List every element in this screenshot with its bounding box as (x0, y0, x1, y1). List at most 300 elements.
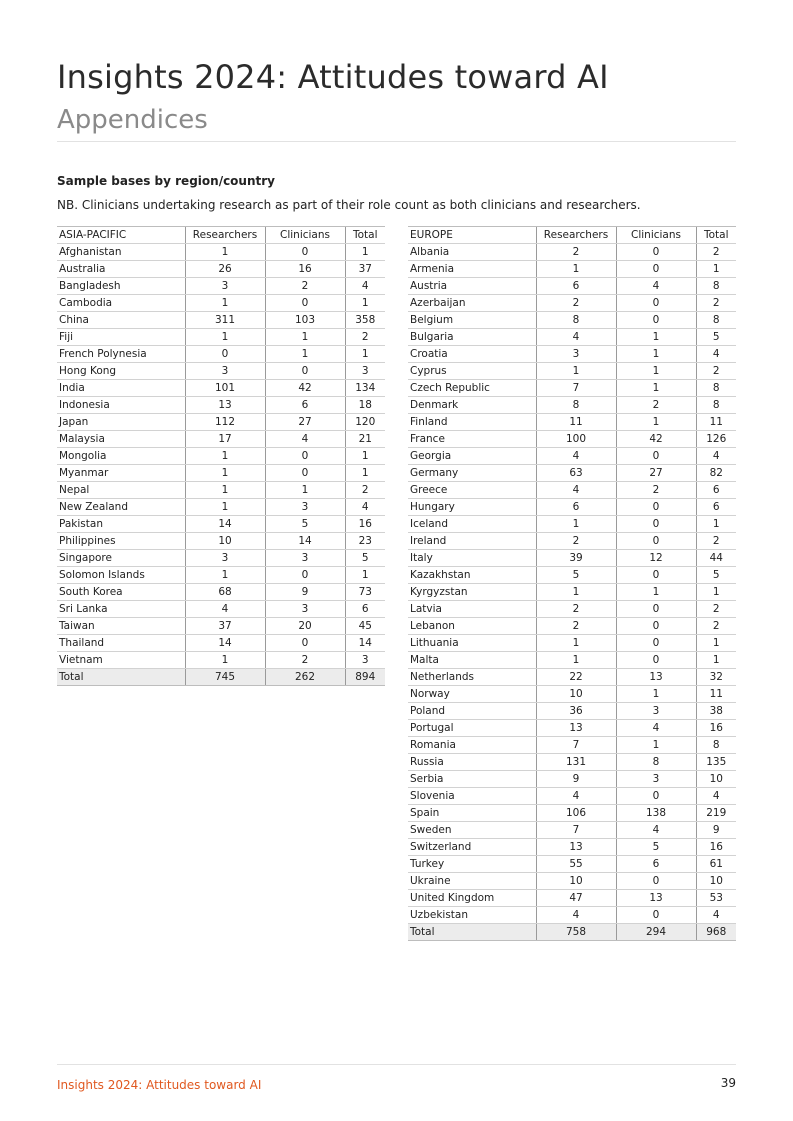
clinicians-cell: 3 (616, 703, 696, 720)
table-row (408, 584, 736, 601)
clinicians-cell: 103 (265, 312, 345, 329)
country-cell: Sri Lanka (57, 601, 185, 618)
country-cell: Ireland (408, 533, 536, 550)
table-row (57, 448, 385, 465)
total-cell: 11 (696, 686, 736, 703)
table-row (57, 261, 385, 278)
country-cell: Australia (57, 261, 185, 278)
researchers-cell: 10 (536, 686, 616, 703)
table-row (408, 805, 736, 822)
total-cell: 1 (345, 346, 385, 363)
table-row (408, 856, 736, 873)
total-cell: 8 (696, 397, 736, 414)
country-cell: Cyprus (408, 363, 536, 380)
total-cell: 2 (696, 601, 736, 618)
total-cell: 16 (696, 720, 736, 737)
table-row (57, 516, 385, 533)
total-row (408, 924, 736, 941)
researchers-cell: 10 (185, 533, 265, 550)
table-row (57, 397, 385, 414)
clinicians-cell: 1 (616, 686, 696, 703)
clinicians-cell: 0 (265, 295, 345, 312)
clinicians-cell: 0 (265, 448, 345, 465)
total-cell: 8 (696, 312, 736, 329)
researchers-cell: 1 (536, 584, 616, 601)
country-cell: Serbia (408, 771, 536, 788)
country-cell: Czech Republic (408, 380, 536, 397)
total-cell: 1 (345, 295, 385, 312)
clinicians-cell: 0 (616, 635, 696, 652)
total-cell: 3 (345, 363, 385, 380)
total-cell: 8 (696, 278, 736, 295)
total-cell: 1 (696, 261, 736, 278)
clinicians-cell: 9 (265, 584, 345, 601)
table-header-row (57, 227, 385, 244)
clinicians-cell: 4 (616, 278, 696, 295)
table-row (57, 499, 385, 516)
table-row (57, 295, 385, 312)
clinicians-cell: 0 (616, 652, 696, 669)
country-cell: Belgium (408, 312, 536, 329)
total-cell: 1 (696, 516, 736, 533)
clinicians-cell: 12 (616, 550, 696, 567)
total-cell: 358 (345, 312, 385, 329)
table-row (57, 465, 385, 482)
section-note: NB. Clinicians undertaking research as part of their role count as both clinicians and researchers. (57, 198, 641, 212)
total-cell: 134 (345, 380, 385, 397)
country-cell: India (57, 380, 185, 397)
country-cell: Finland (408, 414, 536, 431)
total-cell: 135 (696, 754, 736, 771)
researchers-cell: 14 (185, 635, 265, 652)
researchers-cell: 2 (536, 295, 616, 312)
country-cell: Romania (408, 737, 536, 754)
table-row (408, 550, 736, 567)
clinicians-cell: 13 (616, 669, 696, 686)
total-cell: 5 (696, 567, 736, 584)
table-row (408, 346, 736, 363)
country-cell: Solomon Islands (57, 567, 185, 584)
table-row (408, 822, 736, 839)
researchers-cell: 106 (536, 805, 616, 822)
table-row (408, 431, 736, 448)
researchers-cell: 100 (536, 431, 616, 448)
country-cell: Austria (408, 278, 536, 295)
total-cell: 45 (345, 618, 385, 635)
table-row (57, 550, 385, 567)
researchers-header: Researchers (185, 227, 265, 244)
table-row (408, 652, 736, 669)
clinicians-cell: 1 (616, 414, 696, 431)
researchers-cell: 3 (185, 550, 265, 567)
country-cell: Indonesia (57, 397, 185, 414)
clinicians-cell: 1 (265, 329, 345, 346)
table-row (408, 261, 736, 278)
table-row (408, 601, 736, 618)
researchers-cell: 13 (185, 397, 265, 414)
table-row (408, 363, 736, 380)
clinicians-cell: 8 (616, 754, 696, 771)
clinicians-cell: 294 (616, 924, 696, 941)
clinicians-cell: 14 (265, 533, 345, 550)
table-row (408, 737, 736, 754)
country-cell: Japan (57, 414, 185, 431)
researchers-cell: 3 (185, 278, 265, 295)
researchers-cell: 26 (185, 261, 265, 278)
total-cell: 968 (696, 924, 736, 941)
country-cell: Nepal (57, 482, 185, 499)
table-row (408, 788, 736, 805)
researchers-cell: 37 (185, 618, 265, 635)
country-cell: Ukraine (408, 873, 536, 890)
researchers-cell: 3 (536, 346, 616, 363)
total-cell: 894 (345, 669, 385, 686)
country-cell: Philippines (57, 533, 185, 550)
researchers-cell: 6 (536, 278, 616, 295)
total-cell: 53 (696, 890, 736, 907)
clinicians-cell: 4 (616, 822, 696, 839)
researchers-cell: 39 (536, 550, 616, 567)
country-cell: Kyrgyzstan (408, 584, 536, 601)
clinicians-cell: 3 (265, 499, 345, 516)
total-cell: 5 (696, 329, 736, 346)
country-cell: Kazakhstan (408, 567, 536, 584)
country-cell: Singapore (57, 550, 185, 567)
researchers-cell: 1 (185, 448, 265, 465)
country-cell: China (57, 312, 185, 329)
total-cell: 10 (696, 873, 736, 890)
total-cell: 2 (696, 533, 736, 550)
table-row (408, 686, 736, 703)
researchers-cell: 4 (185, 601, 265, 618)
table-row (408, 890, 736, 907)
table-row (57, 567, 385, 584)
table-row (408, 703, 736, 720)
country-cell: New Zealand (57, 499, 185, 516)
total-header: Total (696, 227, 736, 244)
total-cell: 37 (345, 261, 385, 278)
clinicians-cell: 0 (616, 788, 696, 805)
table-row (408, 482, 736, 499)
clinicians-cell: 3 (616, 771, 696, 788)
clinicians-cell: 1 (616, 380, 696, 397)
total-cell: 1 (345, 448, 385, 465)
country-cell: United Kingdom (408, 890, 536, 907)
country-cell: Lithuania (408, 635, 536, 652)
table-row (57, 244, 385, 261)
table-row (408, 414, 736, 431)
table-row (408, 380, 736, 397)
country-cell: Latvia (408, 601, 536, 618)
total-cell: 44 (696, 550, 736, 567)
total-cell: 2 (345, 329, 385, 346)
table-row (408, 465, 736, 482)
clinicians-header: Clinicians (616, 227, 696, 244)
researchers-cell: 1 (185, 329, 265, 346)
researchers-cell: 9 (536, 771, 616, 788)
researchers-cell: 112 (185, 414, 265, 431)
table-row (408, 771, 736, 788)
researchers-cell: 47 (536, 890, 616, 907)
researchers-cell: 101 (185, 380, 265, 397)
table-row (57, 601, 385, 618)
total-header: Total (345, 227, 385, 244)
total-cell: 10 (696, 771, 736, 788)
table-row (408, 635, 736, 652)
total-cell: 14 (345, 635, 385, 652)
total-cell: 82 (696, 465, 736, 482)
table-row (408, 567, 736, 584)
page-title: Insights 2024: Attitudes toward AI (57, 58, 609, 96)
region-header: ASIA-PACIFIC (57, 227, 185, 244)
table-row (408, 839, 736, 856)
clinicians-cell: 20 (265, 618, 345, 635)
total-cell: 2 (696, 244, 736, 261)
table-row (57, 584, 385, 601)
total-cell: 4 (696, 907, 736, 924)
country-cell: Fiji (57, 329, 185, 346)
total-cell: 4 (696, 448, 736, 465)
researchers-cell: 63 (536, 465, 616, 482)
table-row (57, 618, 385, 635)
clinicians-cell: 2 (616, 397, 696, 414)
total-cell: 120 (345, 414, 385, 431)
researchers-cell: 13 (536, 720, 616, 737)
country-cell: Malta (408, 652, 536, 669)
clinicians-cell: 16 (265, 261, 345, 278)
total-cell: 2 (696, 295, 736, 312)
total-cell: 4 (345, 499, 385, 516)
researchers-cell: 2 (536, 533, 616, 550)
country-cell: Sweden (408, 822, 536, 839)
researchers-cell: 1 (536, 516, 616, 533)
table-row (408, 448, 736, 465)
clinicians-cell: 3 (265, 601, 345, 618)
total-cell: 4 (696, 788, 736, 805)
country-cell: Taiwan (57, 618, 185, 635)
total-cell: 11 (696, 414, 736, 431)
section-heading: Sample bases by region/country (57, 174, 275, 188)
table-row (57, 414, 385, 431)
region-header: EUROPE (408, 227, 536, 244)
researchers-cell: 2 (536, 244, 616, 261)
clinicians-cell: 5 (265, 516, 345, 533)
researchers-cell: 68 (185, 584, 265, 601)
clinicians-cell: 3 (265, 550, 345, 567)
clinicians-cell: 0 (616, 261, 696, 278)
clinicians-cell: 1 (265, 346, 345, 363)
country-cell: Russia (408, 754, 536, 771)
researchers-cell: 311 (185, 312, 265, 329)
table-row (408, 312, 736, 329)
total-cell: 18 (345, 397, 385, 414)
researchers-cell: 1 (536, 635, 616, 652)
researchers-cell: 1 (185, 295, 265, 312)
total-cell: 4 (696, 346, 736, 363)
clinicians-cell: 6 (265, 397, 345, 414)
table-row (408, 295, 736, 312)
table-row (408, 397, 736, 414)
table-row (57, 346, 385, 363)
researchers-cell: 1 (185, 652, 265, 669)
clinicians-cell: 42 (265, 380, 345, 397)
total-cell: 38 (696, 703, 736, 720)
country-cell: Slovenia (408, 788, 536, 805)
table-row (408, 754, 736, 771)
clinicians-cell: 0 (616, 873, 696, 890)
clinicians-cell: 2 (265, 278, 345, 295)
researchers-cell: 14 (185, 516, 265, 533)
country-cell: Armenia (408, 261, 536, 278)
researchers-cell: 13 (536, 839, 616, 856)
table-row (57, 533, 385, 550)
country-cell: Vietnam (57, 652, 185, 669)
clinicians-cell: 4 (616, 720, 696, 737)
total-cell: 6 (696, 499, 736, 516)
researchers-cell: 17 (185, 431, 265, 448)
clinicians-header: Clinicians (265, 227, 345, 244)
clinicians-cell: 0 (616, 499, 696, 516)
country-cell: Norway (408, 686, 536, 703)
clinicians-cell: 138 (616, 805, 696, 822)
table-row (57, 431, 385, 448)
country-cell: Pakistan (57, 516, 185, 533)
table-row (57, 482, 385, 499)
researchers-header: Researchers (536, 227, 616, 244)
table-row (57, 652, 385, 669)
researchers-cell: 758 (536, 924, 616, 941)
country-cell: Denmark (408, 397, 536, 414)
country-cell: Afghanistan (57, 244, 185, 261)
clinicians-cell: 0 (616, 516, 696, 533)
clinicians-cell: 0 (616, 244, 696, 261)
table-row (408, 278, 736, 295)
table-row (57, 380, 385, 397)
clinicians-cell: 0 (616, 907, 696, 924)
country-cell: Croatia (408, 346, 536, 363)
country-cell: Azerbaijan (408, 295, 536, 312)
clinicians-cell: 0 (265, 567, 345, 584)
total-cell: 21 (345, 431, 385, 448)
clinicians-cell: 1 (265, 482, 345, 499)
total-cell: 1 (696, 584, 736, 601)
clinicians-cell: 0 (616, 295, 696, 312)
total-cell: 6 (696, 482, 736, 499)
table-row (408, 329, 736, 346)
asia-pacific-table (57, 226, 385, 686)
researchers-cell: 4 (536, 482, 616, 499)
clinicians-cell: 4 (265, 431, 345, 448)
researchers-cell: 1 (185, 465, 265, 482)
researchers-cell: 1 (185, 567, 265, 584)
footer-title: Insights 2024: Attitudes toward AI (57, 1078, 262, 1092)
total-cell: 1 (345, 567, 385, 584)
total-cell: 4 (345, 278, 385, 295)
country-cell: Greece (408, 482, 536, 499)
clinicians-cell: 1 (616, 329, 696, 346)
researchers-cell: 4 (536, 448, 616, 465)
country-cell: Hungary (408, 499, 536, 516)
researchers-cell: 2 (536, 601, 616, 618)
country-cell: Myanmar (57, 465, 185, 482)
total-cell: 6 (345, 601, 385, 618)
researchers-cell: 4 (536, 788, 616, 805)
table-row (408, 618, 736, 635)
country-cell: Cambodia (57, 295, 185, 312)
country-cell: French Polynesia (57, 346, 185, 363)
total-cell: 1 (345, 244, 385, 261)
country-cell: Albania (408, 244, 536, 261)
clinicians-cell: 27 (616, 465, 696, 482)
country-cell: Iceland (408, 516, 536, 533)
europe-table (408, 226, 736, 941)
table-header-row (408, 227, 736, 244)
clinicians-cell: 5 (616, 839, 696, 856)
clinicians-cell: 0 (616, 533, 696, 550)
clinicians-cell: 262 (265, 669, 345, 686)
table-row (57, 278, 385, 295)
clinicians-cell: 0 (616, 448, 696, 465)
total-cell: 1 (696, 652, 736, 669)
total-cell: 8 (696, 380, 736, 397)
clinicians-cell: 27 (265, 414, 345, 431)
table-row (57, 329, 385, 346)
researchers-cell: 1 (536, 363, 616, 380)
researchers-cell: 131 (536, 754, 616, 771)
researchers-cell: 745 (185, 669, 265, 686)
clinicians-cell: 0 (616, 312, 696, 329)
clinicians-cell: 13 (616, 890, 696, 907)
country-cell: Poland (408, 703, 536, 720)
country-cell: Portugal (408, 720, 536, 737)
total-cell: 1 (345, 465, 385, 482)
page-number: 39 (720, 1076, 736, 1090)
country-cell: France (408, 431, 536, 448)
clinicians-cell: 1 (616, 346, 696, 363)
researchers-cell: 1 (536, 652, 616, 669)
researchers-cell: 55 (536, 856, 616, 873)
clinicians-cell: 0 (265, 244, 345, 261)
clinicians-cell: 1 (616, 584, 696, 601)
researchers-cell: 7 (536, 737, 616, 754)
clinicians-cell: 42 (616, 431, 696, 448)
total-cell: 126 (696, 431, 736, 448)
country-cell: Malaysia (57, 431, 185, 448)
researchers-cell: 1 (185, 499, 265, 516)
country-cell: Italy (408, 550, 536, 567)
table-row (57, 635, 385, 652)
total-cell: 219 (696, 805, 736, 822)
clinicians-cell: 0 (265, 635, 345, 652)
clinicians-cell: 0 (616, 618, 696, 635)
total-cell: 1 (696, 635, 736, 652)
table-row (57, 363, 385, 380)
researchers-cell: 11 (536, 414, 616, 431)
country-cell: Switzerland (408, 839, 536, 856)
table-row (57, 312, 385, 329)
clinicians-cell: 0 (616, 567, 696, 584)
country-cell: Netherlands (408, 669, 536, 686)
clinicians-cell: 0 (616, 601, 696, 618)
researchers-cell: 8 (536, 397, 616, 414)
country-cell: Uzbekistan (408, 907, 536, 924)
table-row (408, 516, 736, 533)
clinicians-cell: 1 (616, 363, 696, 380)
country-cell: Turkey (408, 856, 536, 873)
total-cell: 5 (345, 550, 385, 567)
researchers-cell: 22 (536, 669, 616, 686)
researchers-cell: 5 (536, 567, 616, 584)
